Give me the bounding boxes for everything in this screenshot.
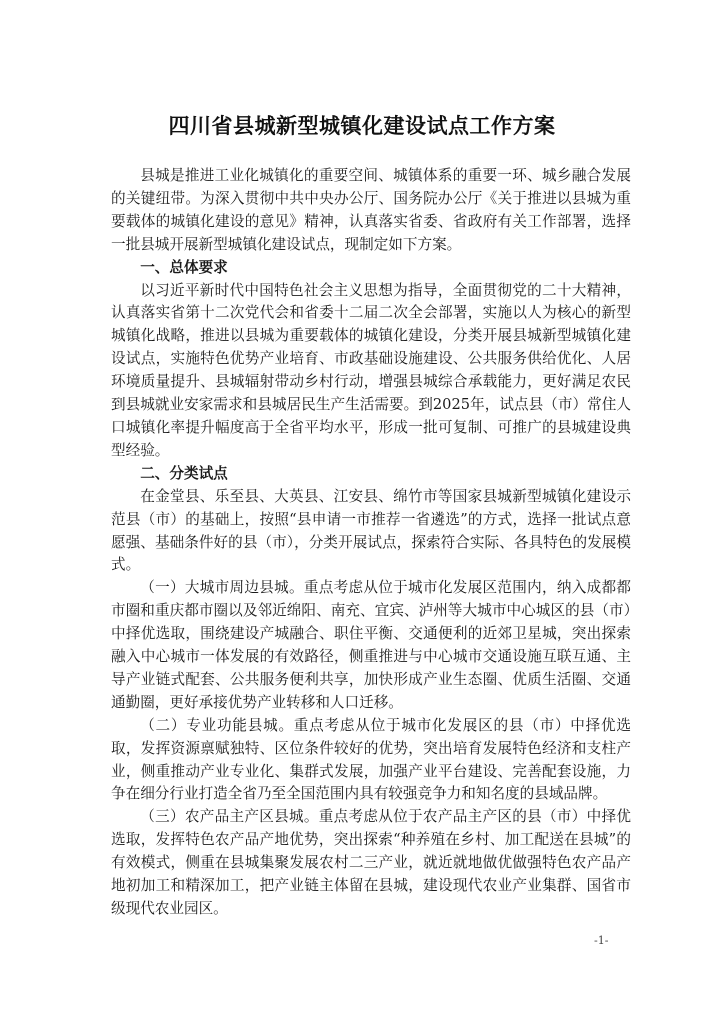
document-title: 四川省县城新型城镇化建设试点工作方案 — [168, 114, 556, 138]
section-heading-general-requirements: 一、总体要求 — [140, 258, 228, 276]
document-body — [111, 165, 631, 921]
classified-pilots-paragraph: 在金堂县、乐至县、大英县、江安县、绵竹市等国家县城新型城镇化建设示范县（市）的基础上，按照“县申请一市推荐一省遴选”的方式，选择一批试点意愿强、基础条件好的县（市），分类开展试点，探索符合实际、各具特色的发展模式。 — [111, 487, 631, 574]
agricultural-county-paragraph: （三）农产品主产区县城。重点考虑从位于农产品主产区的县（市）中择优选取，发挥特色农产品产地优势，突出探索“种养殖在乡村、加工配送在县城”的有效模式，侧重在县城集聚发展农村二三产业，就近就地做优做强特色农产品产地初加工和精深加工，把产业链主体留在县城，建设现代农业产业集群、国省市级现代农业园区。 — [111, 808, 631, 917]
specialized-county-paragraph: （二）专业功能县城。重点考虑从位于城市化发展区的县（市）中择优选取，发挥资源禀赋独特、区位条件较好的优势，突出培育发展特色经济和支柱产业，侧重推动产业专业化、集群式发展，加强产业平台建设、完善配套设施，力争在细分行业打造全省乃至全国范围内具有较强竞争力和知名度的县域品牌。 — [111, 716, 631, 803]
metropolitan-county-paragraph: （一）大城市周边县城。重点考虑从位于城市化发展区范围内，纳入成都都市圈和重庆都市圈以及邻近绵阳、南充、宜宾、泸州等大城市中心城区的县（市）中择优选取，围绕建设产城融合、职住平衡、交通便利的近郊卫星城，突出探索融入中心城市一体发展的有效路径，侧重推进与中心城市交通设施互联互通、主导产业链式配套、公共服务便利共享，加快形成产业生态圈、优质生活圈、交通通勤圈，更好承接优势产业转移和人口迁移。 — [111, 579, 631, 711]
general-requirements-paragraph: 以习近平新时代中国特色社会主义思想为指导，全面贯彻党的二十大精神，认真落实省第十二次党代会和省委十二届二次全会部署，实施以人为核心的新型城镇化战略，推进以县城为重要载体的城镇化建设，分类开展县城新型城镇化建设试点，实施特色优势产业培育、市政基础设施建设、公共服务供给优化、人居环境质量提升、县城辐射带动乡村行动，增强县城综合承载能力，更好满足农民到县城就业安家需求和县城居民生产生活需要。到2025年，试点县（市）常住人口城镇化率提升幅度高于全省平均水平，形成一批可复制、可推广的县城建设典型经验。 — [111, 281, 631, 459]
section-heading-classified-pilots: 二、分类试点 — [140, 464, 228, 482]
intro-paragraph: 县城是推进工业化城镇化的重要空间、城镇体系的重要一环、城乡融合发展的关键纽带。为深入贯彻中共中央办公厅、国务院办公厅《关于推进以县城为重要载体的城镇化建设的意见》精神，认真落实省委、省政府有关工作部署，选择一批县城开展新型城镇化建设试点，现制定如下方案。 — [111, 167, 631, 253]
page-number: -1- — [594, 934, 609, 947]
